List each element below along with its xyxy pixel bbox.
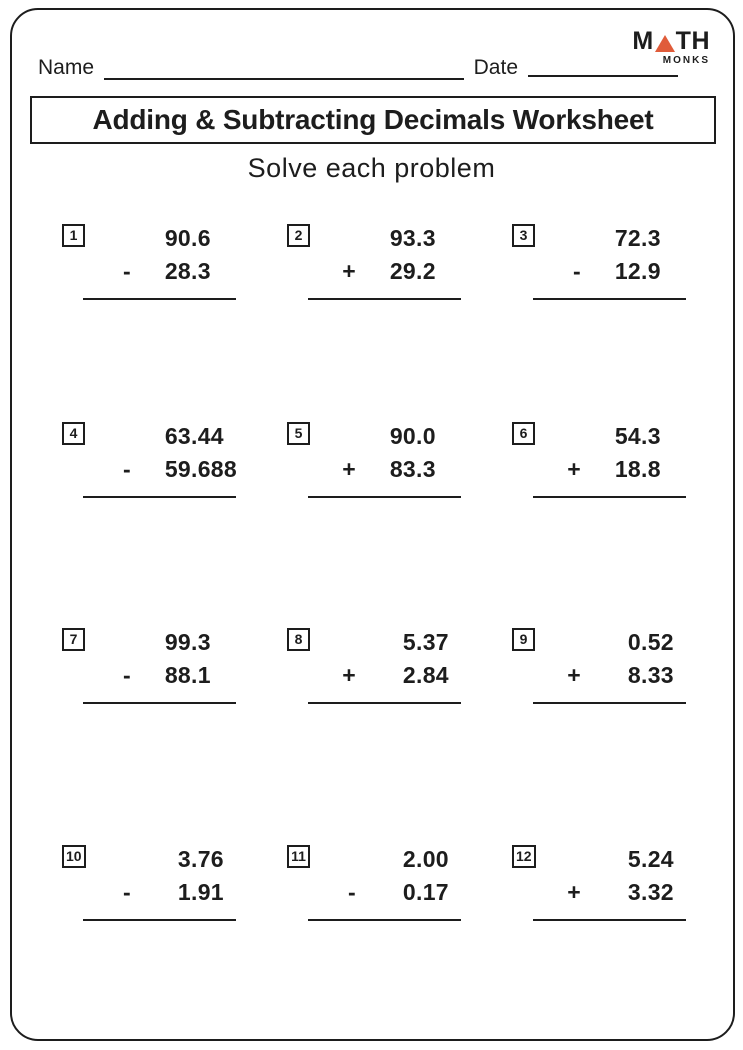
- fraction-part: .00: [416, 846, 449, 872]
- worksheet-title: Adding & Subtracting Decimals Worksheet: [92, 104, 654, 135]
- answer-line: [308, 919, 461, 921]
- problem-number: 9: [512, 628, 535, 651]
- answer-line: [308, 496, 461, 498]
- fraction-part: .84: [416, 662, 449, 688]
- problem-row: [62, 420, 688, 498]
- integer-part: 0: [627, 629, 641, 655]
- problem-work: [533, 222, 686, 300]
- problem-6: [512, 420, 688, 498]
- operator: -: [123, 258, 131, 284]
- operator: -: [123, 456, 131, 482]
- integer-part: 90: [164, 225, 191, 251]
- operator: +: [342, 456, 356, 482]
- problem-row: [62, 843, 688, 921]
- fraction-part: .8: [641, 456, 661, 482]
- bottom-operand: [83, 659, 236, 692]
- problem-1: [62, 222, 238, 300]
- answer-line: [533, 496, 686, 498]
- operator: +: [342, 258, 356, 284]
- problem-number: 11: [287, 845, 310, 868]
- answer-line: [83, 919, 236, 921]
- bottom-operand: [83, 453, 236, 486]
- date-label: Date: [473, 56, 518, 79]
- subtitle: Solve each problem: [247, 153, 496, 183]
- problem-10: [62, 843, 238, 921]
- top-operand: [83, 626, 236, 659]
- problem-8: [287, 626, 463, 704]
- fraction-part: .3: [416, 456, 436, 482]
- integer-part: 88: [164, 662, 191, 688]
- top-operand: [533, 420, 686, 453]
- answer-line: [533, 298, 686, 300]
- fraction-part: .33: [641, 662, 674, 688]
- top-operand: [83, 420, 236, 453]
- answer-line: [533, 919, 686, 921]
- integer-part: 59: [164, 456, 191, 482]
- answer-line: [308, 702, 461, 704]
- problem-9: [512, 626, 688, 704]
- integer-part: 1: [177, 879, 191, 905]
- fraction-part: .1: [191, 662, 211, 688]
- answer-line: [83, 702, 236, 704]
- operator: +: [342, 662, 356, 688]
- fraction-part: .3: [191, 629, 211, 655]
- integer-part: 3: [177, 846, 191, 872]
- integer-part: 5: [627, 846, 641, 872]
- problem-4: [62, 420, 238, 498]
- title-box: [30, 96, 716, 144]
- integer-part: 2: [402, 662, 416, 688]
- fraction-part: .9: [641, 258, 661, 284]
- fraction-part: .52: [641, 629, 674, 655]
- problem-2: [287, 222, 463, 300]
- integer-part: 28: [164, 258, 191, 284]
- name-date-row: [38, 56, 678, 80]
- bottom-operand: [308, 453, 461, 486]
- name-line: [104, 77, 464, 80]
- fraction-part: .3: [641, 225, 661, 251]
- problem-12: [512, 843, 688, 921]
- top-operand: [533, 222, 686, 255]
- fraction-part: .76: [191, 846, 224, 872]
- integer-part: 12: [614, 258, 641, 284]
- top-operand: [83, 843, 236, 876]
- bottom-operand: [308, 876, 461, 909]
- problem-row: [62, 626, 688, 704]
- fraction-part: .6: [191, 225, 211, 251]
- problem-number: 3: [512, 224, 535, 247]
- problem-3: [512, 222, 688, 300]
- bottom-operand: [83, 876, 236, 909]
- integer-part: 72: [614, 225, 641, 251]
- top-operand: [308, 626, 461, 659]
- integer-part: 63: [164, 423, 191, 449]
- operator: -: [123, 662, 131, 688]
- integer-part: 83: [389, 456, 416, 482]
- fraction-part: .3: [191, 258, 211, 284]
- top-operand: [308, 222, 461, 255]
- integer-part: 8: [627, 662, 641, 688]
- integer-part: 99: [164, 629, 191, 655]
- top-operand: [533, 626, 686, 659]
- logo-letters-th: TH: [675, 27, 710, 55]
- problem-number: 7: [62, 628, 85, 651]
- fraction-part: .3: [641, 423, 661, 449]
- fraction-part: .688: [191, 456, 237, 482]
- problem-work: [308, 843, 461, 921]
- integer-part: 0: [402, 879, 416, 905]
- problem-work: [83, 626, 236, 704]
- operator: +: [567, 662, 581, 688]
- bottom-operand: [533, 659, 686, 692]
- problem-work: [83, 420, 236, 498]
- problem-work: [308, 420, 461, 498]
- fraction-part: .2: [416, 258, 436, 284]
- problem-number: 10: [62, 845, 86, 868]
- integer-part: 3: [627, 879, 641, 905]
- operator: -: [573, 258, 581, 284]
- problem-number: 12: [512, 845, 536, 868]
- answer-line: [83, 298, 236, 300]
- bottom-operand: [533, 255, 686, 288]
- bottom-operand: [308, 659, 461, 692]
- problem-work: [533, 843, 686, 921]
- bottom-operand: [308, 255, 461, 288]
- fraction-part: .37: [416, 629, 449, 655]
- answer-line: [533, 702, 686, 704]
- problem-work: [533, 420, 686, 498]
- fraction-part: .0: [416, 423, 436, 449]
- problem-work: [308, 626, 461, 704]
- problem-number: 4: [62, 422, 85, 445]
- bottom-operand: [533, 876, 686, 909]
- bottom-operand: [83, 255, 236, 288]
- integer-part: 93: [389, 225, 416, 251]
- operator: +: [567, 879, 581, 905]
- problem-work: [533, 626, 686, 704]
- integer-part: 2: [402, 846, 416, 872]
- name-label: Name: [38, 56, 95, 79]
- fraction-part: .3: [416, 225, 436, 251]
- monks-wordmark: MONKS: [662, 54, 710, 66]
- fraction-part: .44: [191, 423, 224, 449]
- problem-number: 2: [287, 224, 310, 247]
- integer-part: 29: [389, 258, 416, 284]
- answer-line: [83, 496, 236, 498]
- bottom-operand: [533, 453, 686, 486]
- problem-number: 8: [287, 628, 310, 651]
- fraction-part: .91: [191, 879, 224, 905]
- problem-5: [287, 420, 463, 498]
- operator: +: [567, 456, 581, 482]
- integer-part: 54: [614, 423, 641, 449]
- problem-number: 6: [512, 422, 535, 445]
- top-operand: [83, 222, 236, 255]
- integer-part: 18: [614, 456, 641, 482]
- problem-number: 1: [62, 224, 85, 247]
- math-wordmark: [632, 27, 710, 55]
- problems-grid: [62, 222, 688, 921]
- logo-letter-m: M: [632, 27, 654, 55]
- problem-work: [83, 843, 236, 921]
- problem-work: [83, 222, 236, 300]
- integer-part: 5: [402, 629, 416, 655]
- top-operand: [533, 843, 686, 876]
- problem-work: [308, 222, 461, 300]
- problem-11: [287, 843, 463, 921]
- date-line: [528, 74, 678, 77]
- logo-triangle-icon: [655, 35, 675, 52]
- answer-line: [308, 298, 461, 300]
- fraction-part: .24: [641, 846, 674, 872]
- integer-part: 90: [389, 423, 416, 449]
- top-operand: [308, 420, 461, 453]
- top-operand: [308, 843, 461, 876]
- fraction-part: .17: [416, 879, 449, 905]
- operator: -: [348, 879, 356, 905]
- problem-number: 5: [287, 422, 310, 445]
- operator: -: [123, 879, 131, 905]
- problem-7: [62, 626, 238, 704]
- problem-row: [62, 222, 688, 300]
- fraction-part: .32: [641, 879, 674, 905]
